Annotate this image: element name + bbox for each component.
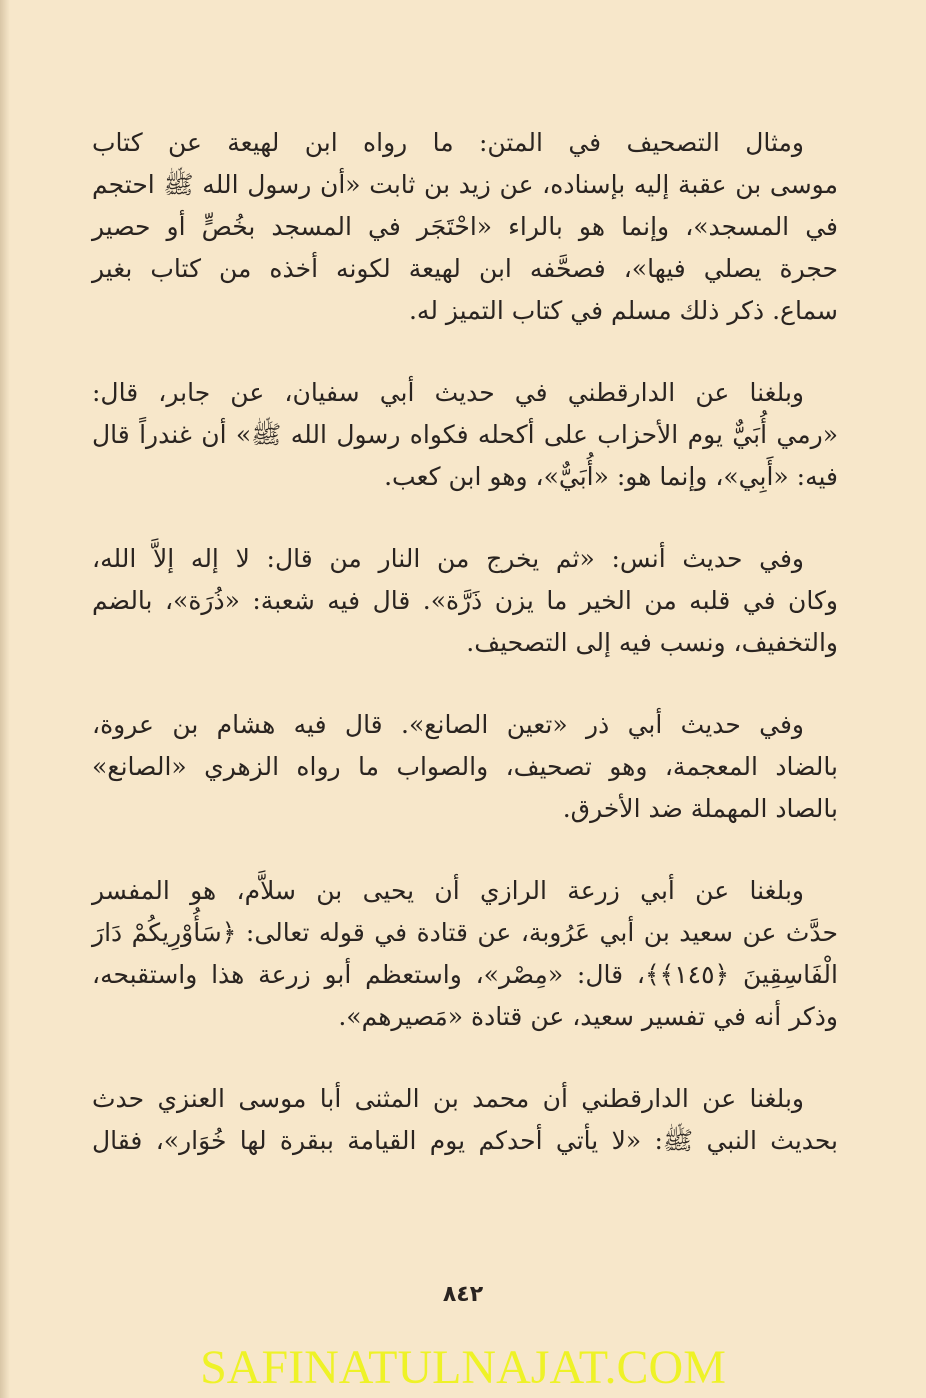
paragraph-4 <box>92 704 838 830</box>
text-line: بالضاد المعجمة، وهو تصحيف، والصواب ما رواه الزهري «الصانع» <box>92 752 838 781</box>
text-line: حجرة يصلي فيها»، فصحَّفه ابن لهيعة لكونه أخذه من كتاب بغير <box>92 254 838 283</box>
text-line: في المسجد»، وإنما هو بالراء «احْتَجَر في المسجد بخُصٍّ أو حصير <box>92 212 838 241</box>
text-line: موسى بن عقبة إليه بإسناده، عن زيد بن ثابت «أن رسول الله ﷺ احتجم <box>92 170 838 199</box>
page-body <box>92 122 838 1202</box>
text-line: فيه: «أَبِي»، وإنما هو: «أُبَيٌّ»، وهو ابن كعب. <box>384 462 838 491</box>
text-line: وبلغنا عن الدارقطني في حديث أبي سفيان، عن جابر، قال: <box>92 378 804 407</box>
text-line: وذكر أنه في تفسير سعيد، عن قتادة «مَصيرهم». <box>338 1002 838 1031</box>
text-line: وبلغنا عن الدارقطني أن محمد بن المثنى أبا موسى العنزي حدث <box>92 1084 804 1113</box>
page-number: ٨٤٢ <box>442 1282 484 1307</box>
paragraph-1 <box>92 122 838 332</box>
paragraph-3 <box>92 538 838 664</box>
text-line: وفي حديث أبي ذر «تعين الصانع». قال فيه هشام بن عروة، <box>92 710 804 739</box>
text-line: الْفَاسِقِينَ ﴿١٤٥﴾﴾، قال: «مِصْر»، واستعظم أبو زرعة هذا واستقبحه، <box>92 960 838 989</box>
text-line: وفي حديث أنس: «ثم يخرج من النار من قال: لا إله إلاَّ الله، <box>92 544 804 573</box>
text-line: وكان في قلبه من الخير ما يزن ذَرَّة». قال فيه شعبة: «ذُرَة»، بالضم <box>92 586 838 615</box>
text-line: وبلغنا عن أبي زرعة الرازي أن يحيى بن سلاَّم، هو المفسر <box>92 876 804 905</box>
text-line: سماع. ذكر ذلك مسلم في كتاب التميز له. <box>408 296 838 325</box>
paragraph-5 <box>92 870 838 1038</box>
text-line: بحديث النبي ﷺ: «لا يأتي أحدكم يوم القيامة ببقرة لها خُوَار»، فقال <box>92 1126 838 1155</box>
paragraph-2 <box>92 372 838 498</box>
paragraph-6 <box>92 1078 838 1162</box>
text-line: والتخفيف، ونسب فيه إلى التصحيف. <box>466 628 838 657</box>
text-line: «رمي أُبَيٌّ يوم الأحزاب على أكحله فكواه رسول الله ﷺ» أن غندراً قال <box>92 420 838 449</box>
watermark: SAFINATULNAJAT.COM <box>200 1341 726 1394</box>
text-line: حدَّث عن سعيد بن أبي عَرُوبة، عن قتادة في قوله تعالى: ﴿سَأُوْرِيكُمْ دَارَ <box>92 918 838 947</box>
text-line: بالصاد المهملة ضد الأخرق. <box>562 794 838 823</box>
book-spine-shadow <box>0 0 10 1398</box>
text-line: ومثال التصحيف في المتن: ما رواه ابن لهيعة عن كتاب <box>92 128 804 157</box>
